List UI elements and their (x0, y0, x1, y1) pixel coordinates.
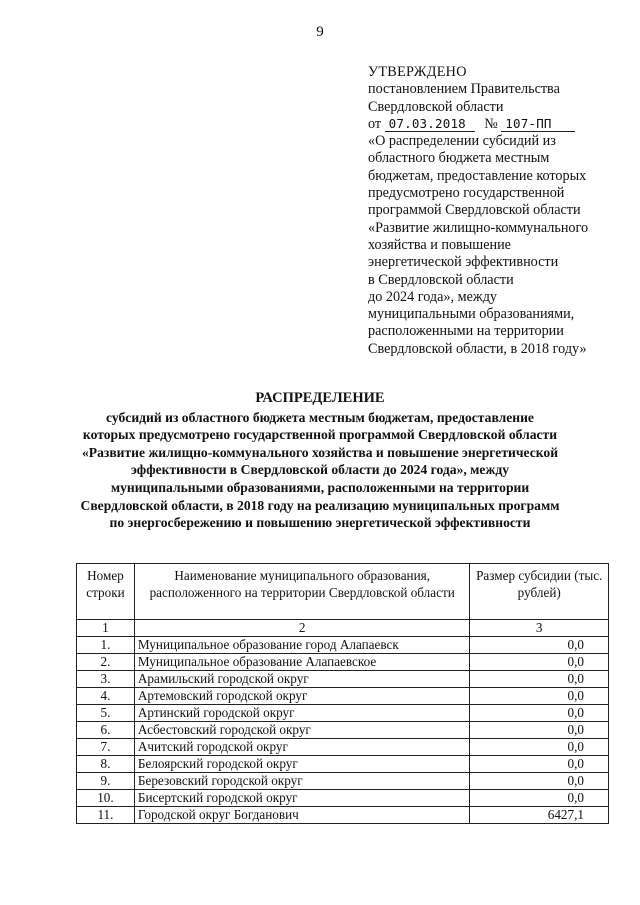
date-prefix: от (368, 115, 382, 132)
municipality-name: Арамильский городской округ (134, 671, 470, 688)
municipality-name: Березовский городской округ (134, 773, 470, 790)
approval-line: расположенными на территории (368, 323, 564, 340)
title-line: эффективности в Свердловской области до 2024 года», между (131, 462, 509, 478)
approval-number: 107-ПП (501, 116, 575, 132)
table-row (77, 637, 609, 654)
approval-line: «Развитие жилищно-коммунального (368, 219, 589, 236)
approval-line: в Свердловской области (368, 271, 514, 288)
title-line: по энергосбережению и повышению энергетической эффективности (109, 515, 531, 531)
subsidy-amount: 0,0 (470, 688, 609, 705)
column-index: 2 (134, 620, 470, 637)
subsidy-amount: 0,0 (470, 637, 609, 654)
row-number: 4. (77, 688, 135, 705)
approval-line: предусмотрено государственной (368, 185, 565, 202)
row-number: 9. (77, 773, 135, 790)
table-row (77, 773, 609, 790)
approval-line: постановлением Правительства (368, 81, 560, 98)
row-number: 10. (77, 790, 135, 807)
approval-heading: УТВЕРЖДЕНО (368, 64, 467, 80)
row-number: 7. (77, 739, 135, 756)
row-number: 5. (77, 705, 135, 722)
header-row-number: Номер строки (77, 564, 135, 620)
table-row (77, 790, 609, 807)
table-row (77, 705, 609, 722)
subsidy-amount: 0,0 (470, 722, 609, 739)
document-title (0, 390, 640, 532)
approval-line: до 2024 года», между (368, 288, 498, 305)
subsidy-amount: 0,0 (470, 756, 609, 773)
page-number: 9 (316, 24, 324, 40)
approval-line: хозяйства и повышение (368, 236, 511, 253)
title-heading: РАСПРЕДЕЛЕНИЕ (255, 390, 385, 406)
table-row (77, 756, 609, 773)
municipality-name: Муниципальное образование Алапаевское (134, 654, 470, 671)
municipality-name: Артинский городской округ (134, 705, 470, 722)
approval-line: бюджетам, предоставление которых (368, 167, 587, 184)
row-number: 1. (77, 637, 135, 654)
approval-line: программой Свердловской области (368, 202, 581, 219)
approval-line: областного бюджета местным (368, 150, 550, 167)
municipality-name: Муниципальное образование город Алапаевск (134, 637, 470, 654)
subsidy-amount: 0,0 (470, 739, 609, 756)
municipality-name: Городской округ Богданович (134, 807, 470, 824)
subsidy-amount: 0,0 (470, 705, 609, 722)
municipality-name: Белоярский городской округ (134, 756, 470, 773)
row-number: 11. (77, 807, 135, 824)
subsidy-amount: 0,0 (470, 671, 609, 688)
title-line: субсидий из областного бюджета местным бюджетам, предоставление (106, 409, 534, 425)
column-index: 3 (470, 620, 609, 637)
table-row (77, 739, 609, 756)
table-row (77, 654, 609, 671)
subsidy-amount: 0,0 (470, 654, 609, 671)
approval-date: 07.03.2018 (385, 116, 475, 132)
municipality-name: Асбестовский городской округ (134, 722, 470, 739)
number-prefix: № (484, 115, 498, 132)
approval-line: муниципальными образованиями, (368, 306, 575, 323)
header-subsidy-amount: Размер субсидии (тыс. рублей) (470, 564, 609, 620)
row-number: 6. (77, 722, 135, 739)
municipality-name: Бисертский городской округ (134, 790, 470, 807)
subsidy-amount: 6427,1 (470, 807, 609, 824)
approval-line: Свердловской области, в 2018 году» (368, 340, 587, 357)
column-index-row (77, 620, 609, 637)
table-row (77, 688, 609, 705)
approval-date-line (368, 116, 618, 133)
approval-line: «О распределении субсидий из (368, 133, 556, 150)
column-index: 1 (77, 620, 135, 637)
municipality-name: Ачитский городской округ (134, 739, 470, 756)
row-number: 2. (77, 654, 135, 671)
table-header-row (77, 564, 609, 620)
table-row (77, 671, 609, 688)
table-row (77, 722, 609, 739)
approval-stamp (368, 64, 618, 358)
title-line: муниципальными образованиями, расположенными на территории (110, 479, 530, 495)
municipality-name: Артемовский городской округ (134, 688, 470, 705)
subsidy-table (76, 563, 609, 824)
approval-line: энергетической эффективности (368, 254, 559, 271)
title-line: Свердловской области, в 2018 году на реализацию муниципальных программ (80, 497, 560, 513)
title-line: которых предусмотрено государственной программой Свердловской области (82, 427, 558, 443)
subsidy-amount: 0,0 (470, 790, 609, 807)
title-line: «Развитие жилищно-коммунального хозяйства и повышение энергетической (81, 444, 559, 460)
subsidy-amount: 0,0 (470, 773, 609, 790)
table-row (77, 807, 609, 824)
row-number: 8. (77, 756, 135, 773)
header-municipality: Наименование муниципального образования, расположенного на территории Свердловской области (134, 564, 470, 620)
row-number: 3. (77, 671, 135, 688)
approval-line: Свердловской области (368, 98, 504, 115)
